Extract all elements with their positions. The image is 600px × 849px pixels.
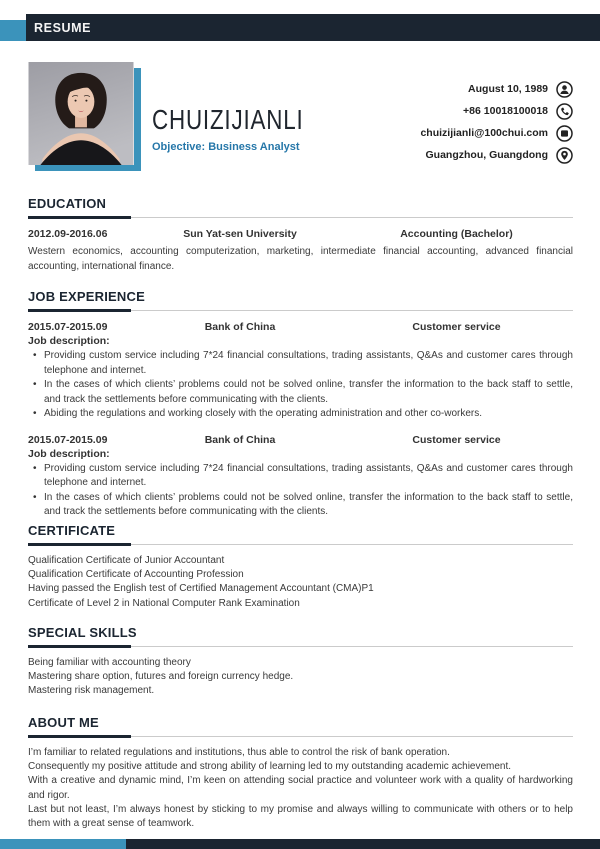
about-item: I’m familiar to related regulations and institutions, thus able to control the risk of bank operation. (28, 747, 450, 758)
top-accent-square (0, 20, 26, 41)
birthday-text: August 10, 1989 (468, 83, 548, 95)
section-about-me (28, 715, 573, 831)
job-entry (28, 321, 573, 422)
contact-info (420, 78, 573, 166)
job-bullet: • In the cases of which clients’ problems could not be solved online, transfer the information to the back staff to settle, and track the settlements before communicating with the clients. (28, 491, 573, 520)
name-block (152, 104, 341, 153)
about-item: With a creative and dynamic mind, I’m keen on attending social practice and volunteer work with a quality of hardworking and rigor. (28, 775, 573, 801)
email-text: chuizijianli@100chui.com (420, 127, 548, 139)
contact-row-birthday (420, 78, 573, 100)
education-description: Western economics, accounting computerization, marketing, intermediate financial accounting, advanced financial accounting, international finance. (28, 246, 573, 272)
person-name: CHUIZIJIANLI (152, 104, 304, 135)
section-special-skills (28, 625, 573, 699)
special-skills-title: SPECIAL SKILLS (28, 625, 137, 640)
user-icon (556, 81, 573, 98)
education-period: 2012.09-2016.06 (28, 228, 108, 240)
phone-icon (556, 103, 573, 120)
section-rule (28, 309, 573, 312)
certificate-list (28, 554, 573, 611)
resume-title: RESUME (34, 20, 92, 35)
job-row (28, 321, 573, 333)
education-school: Sun Yat-sen University (183, 228, 297, 240)
job-company: Bank of China (204, 433, 276, 446)
email-icon (556, 125, 573, 142)
job-description-label: Job description: (28, 447, 110, 460)
certificate-item: Qualification Certificate of Accounting Profession (28, 569, 244, 581)
section-rule (28, 543, 573, 546)
about-item: Consequently my positive attitude and strong ability of learning led to my outstanding academic achievement. (28, 761, 512, 773)
special-skills-list (28, 656, 573, 699)
about-me-title: ABOUT ME (28, 715, 99, 730)
education-row (28, 228, 573, 240)
job-bullet: • In the cases of which clients’ problems could not be solved online, transfer the information to the back staff to settle, and track the settlements before communicating with the clients. (28, 378, 573, 407)
skill-item: Mastering share option, futures and foreign currency hedge. (28, 671, 294, 683)
bottom-accent-bar (0, 839, 126, 849)
certificate-item: Certificate of Level 2 in National Computer Rank Examination (28, 597, 300, 609)
location-text: Guangzhou, Guangdong (425, 149, 548, 161)
profile-photo-illustration (28, 62, 134, 165)
about-item: Last but not least, I’m always honest by sticking to my promise and always willing to communicate with others or to help them with a great sense of teamwork. (28, 803, 573, 830)
location-pin-icon (556, 147, 573, 164)
section-rule (28, 645, 573, 648)
job-description-label: Job description: (28, 335, 110, 347)
job-period: 2015.07-2015.09 (28, 433, 108, 446)
job-period: 2015.07-2015.09 (28, 321, 108, 333)
skill-item: Being familiar with accounting theory (28, 657, 191, 668)
job-bullet: • Abiding the regulations and working closely with the operating administration and other co-workers. (28, 407, 573, 422)
section-certificate (28, 523, 573, 611)
profile-photo (28, 62, 134, 165)
contact-row-location (420, 144, 573, 166)
section-rule (28, 735, 573, 738)
job-company: Bank of China (204, 321, 276, 333)
certificate-item: Qualification Certificate of Junior Accountant (28, 555, 225, 566)
about-me-list (28, 746, 573, 831)
phone-text: +86 10018100018 (463, 105, 548, 117)
job-experience-title: JOB EXPERIENCE (28, 289, 145, 304)
contact-row-email (420, 122, 573, 144)
job-bullet-list (28, 462, 573, 520)
education-title: EDUCATION (28, 196, 107, 211)
job-entry (28, 434, 573, 520)
education-degree: Accounting (Bachelor) (400, 228, 513, 240)
certificate-title: CERTIFICATE (28, 523, 116, 538)
job-bullet: • Providing custom service including 7*24 financial consultations, trading assistants, Q&As and customer cares through telephone and internet. (28, 349, 573, 378)
certificate-item: Having passed the English test of Certified Management Accountant (CMA)P1 (28, 583, 374, 595)
top-bar (26, 14, 600, 41)
header (28, 62, 573, 182)
section-rule (28, 216, 573, 219)
section-job-experience (28, 289, 573, 520)
job-role: Customer service (412, 321, 501, 333)
objective-text: Objective: Business Analyst (152, 141, 300, 153)
job-bullet: • Providing custom service including 7*24 financial consultations, trading assistants, Q&As and customer cares through telephone and internet. (28, 462, 573, 491)
job-row (28, 434, 573, 446)
section-education (28, 196, 573, 274)
job-role: Customer service (412, 433, 501, 446)
skill-item: Mastering risk management. (28, 685, 155, 697)
job-bullet-list (28, 349, 573, 422)
contact-row-phone (420, 100, 573, 122)
